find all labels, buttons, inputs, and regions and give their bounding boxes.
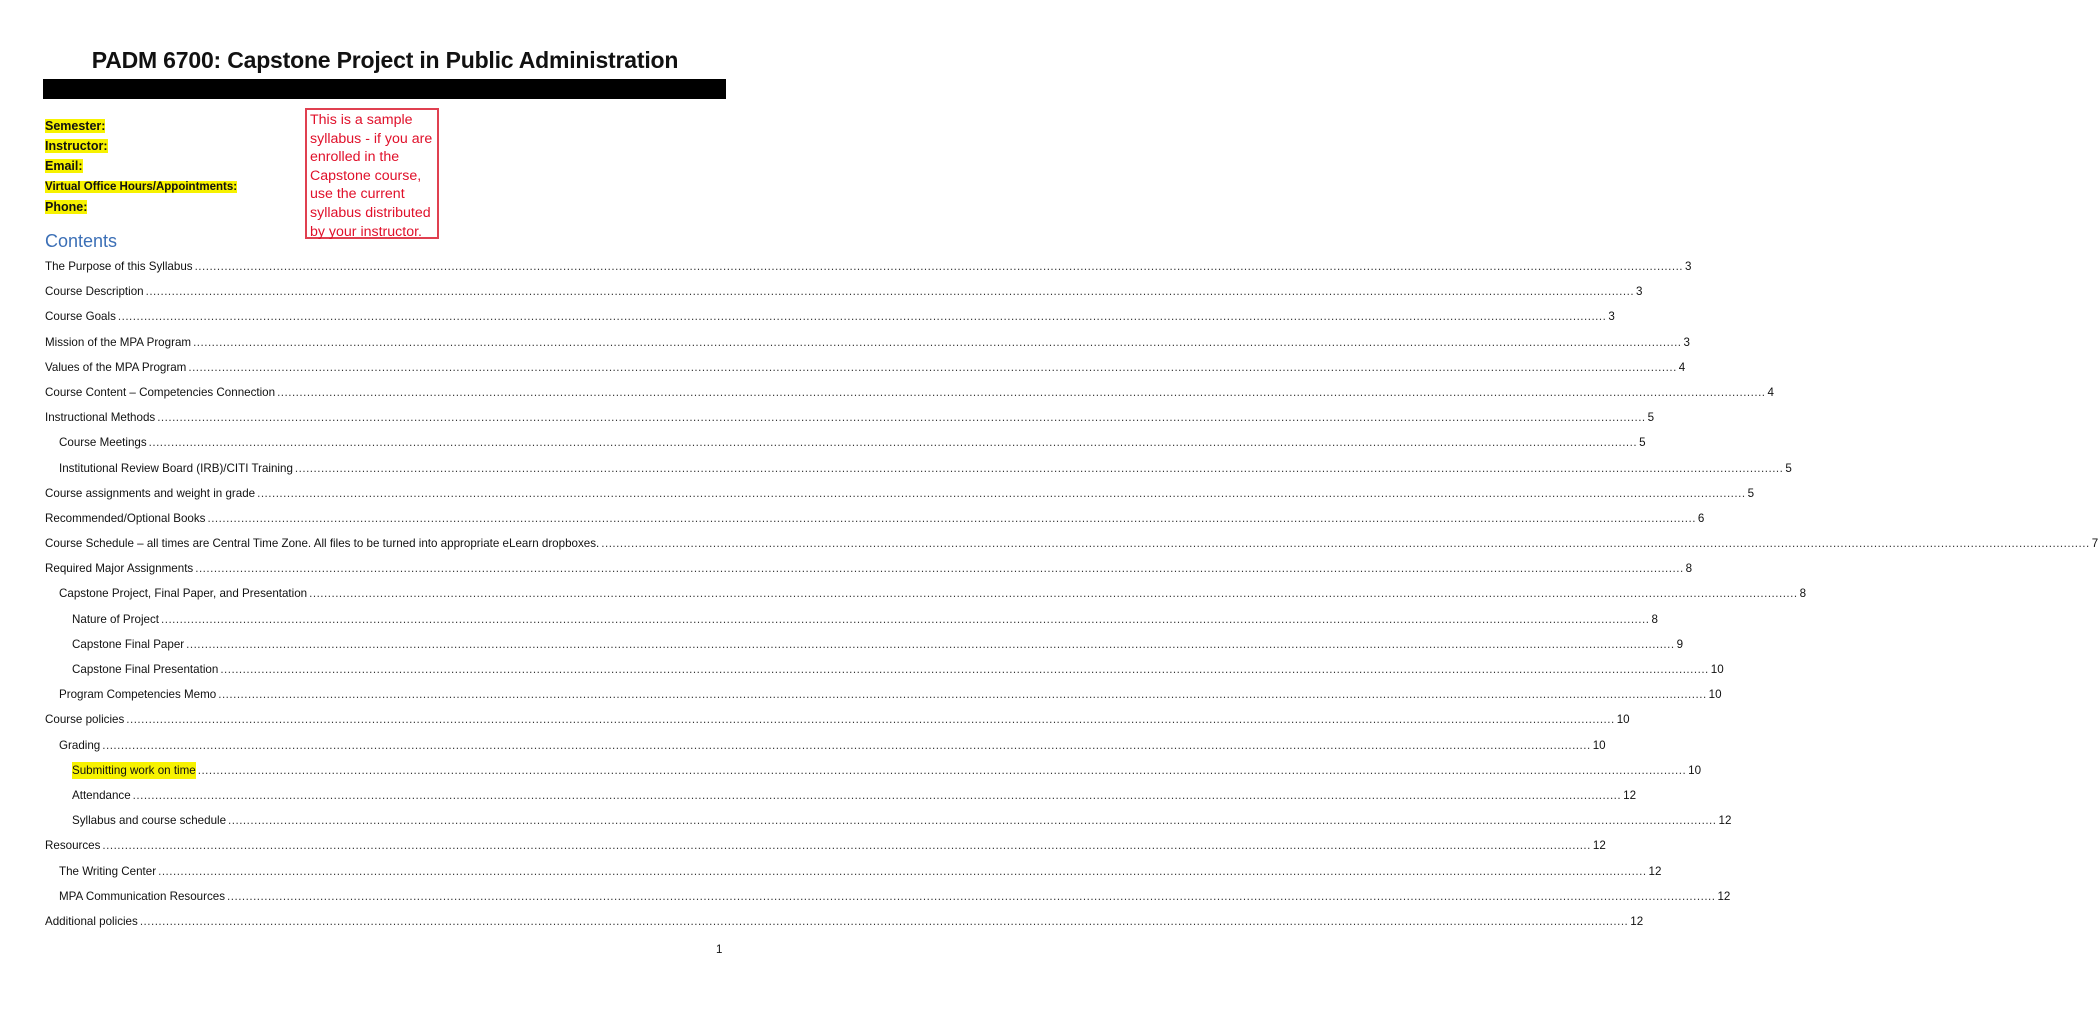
toc-entry-label: MPA Communication Resources <box>59 889 226 903</box>
toc-entry-label: Course Meetings <box>59 436 147 450</box>
toc-dot-leader: ................................................................................................................................................................................................................................................................................................................................................................................................................ <box>188 360 1677 374</box>
toc-entry-page: 6 <box>1697 511 1705 525</box>
toc-entry-label: Instructional Methods <box>45 411 156 425</box>
page-number: 1 <box>716 944 723 956</box>
toc-entry[interactable] <box>45 611 1658 636</box>
toc-entry-label: Course Goals <box>45 310 116 324</box>
table-of-contents <box>45 258 2098 938</box>
semester-label: Semester: <box>45 119 106 133</box>
toc-entry[interactable] <box>45 913 1644 938</box>
toc-entry-page: 12 <box>1717 889 1731 903</box>
toc-dot-leader: ................................................................................................................................................................................................................................................................................................................................................................................................................ <box>102 839 1591 853</box>
toc-entry-page: 3 <box>1636 285 1643 299</box>
toc-dot-leader: ................................................................................................................................................................................................................................................................................................................................................................................................................ <box>158 864 1647 878</box>
toc-dot-leader: ................................................................................................................................................................................................................................................................................................................................................................................................................ <box>195 562 1684 576</box>
contents-heading: Contents <box>45 231 118 251</box>
toc-entry[interactable] <box>45 661 1724 686</box>
toc-entry[interactable] <box>45 711 1630 736</box>
toc-dot-leader: ................................................................................................................................................................................................................................................................................................................................................................................................................ <box>117 310 1607 324</box>
toc-entry[interactable] <box>45 409 1655 434</box>
document-title: PADM 6700: Capstone Project in Public Administration <box>91 47 679 73</box>
toc-dot-leader: ................................................................................................................................................................................................................................................................................................................................................................................................................ <box>227 889 1716 903</box>
toc-entry-label: Capstone Project, Final Paper, and Presentation <box>59 587 308 601</box>
toc-entry-page: 3 <box>1683 335 1690 349</box>
toc-entry-label: Required Major Assignments <box>45 562 194 576</box>
toc-entry[interactable] <box>45 812 1732 837</box>
toc-dot-leader: ................................................................................................................................................................................................................................................................................................................................................................................................................ <box>294 461 1784 475</box>
toc-entry-page: 10 <box>1592 738 1606 752</box>
email-label: Email: <box>45 159 83 173</box>
toc-entry-label: Course Description <box>45 285 144 299</box>
toc-dot-leader: ................................................................................................................................................................................................................................................................................................................................................................................................................ <box>102 738 1591 752</box>
toc-dot-leader: ................................................................................................................................................................................................................................................................................................................................................................................................................ <box>148 436 1638 450</box>
toc-entry-page: 7 <box>2091 537 2098 551</box>
toc-entry-label: Course assignments and weight in grade <box>45 486 256 500</box>
toc-entry[interactable] <box>45 308 1615 333</box>
toc-entry-label: Attendance <box>72 788 131 802</box>
toc-entry-page: 3 <box>1685 260 1692 273</box>
toc-entry-page: 8 <box>1685 562 1693 576</box>
toc-entry-label: Syllabus and course schedule <box>72 814 227 828</box>
toc-dot-leader: ................................................................................................................................................................................................................................................................................................................................................................................................................ <box>218 688 1707 702</box>
toc-dot-leader: ................................................................................................................................................................................................................................................................................................................................................................................................................ <box>193 335 1682 349</box>
toc-entry-page: 4 <box>1678 360 1686 374</box>
toc-entry-label: Additional policies <box>45 914 138 928</box>
instructor-label: Instructor: <box>45 139 108 153</box>
toc-entry-label: Program Competencies Memo <box>59 688 217 702</box>
toc-entry-page: 5 <box>1785 461 1792 475</box>
toc-entry-page: 10 <box>1708 688 1722 702</box>
toc-entry[interactable] <box>45 434 1646 459</box>
toc-entry-page: 3 <box>1608 310 1615 324</box>
toc-entry[interactable] <box>45 560 1693 585</box>
toc-entry[interactable] <box>45 863 1662 888</box>
toc-entry-page: 5 <box>1647 411 1655 425</box>
toc-dot-leader: ................................................................................................................................................................................................................................................................................................................................................................................................................ <box>139 914 1629 928</box>
toc-entry[interactable] <box>45 737 1606 762</box>
toc-entry-label: Course Schedule – all times are Central Time Zone. All files to be turned into appropriate eLearn dropboxes. <box>45 537 600 551</box>
toc-entry-page: 5 <box>1747 486 1755 500</box>
toc-dot-leader: ................................................................................................................................................................................................................................................................................................................................................................................................................ <box>277 385 1766 399</box>
toc-entry[interactable] <box>45 888 1731 913</box>
toc-entry-page: 12 <box>1630 914 1644 928</box>
toc-dot-leader: ................................................................................................................................................................................................................................................................................................................................................................................................................ <box>145 285 1635 299</box>
toc-dot-leader: ................................................................................................................................................................................................................................................................................................................................................................................................................ <box>157 411 1646 425</box>
toc-entry[interactable] <box>45 686 1722 711</box>
toc-entry[interactable] <box>45 762 1702 787</box>
toc-entry[interactable] <box>45 460 1792 485</box>
toc-entry-label: Course Content – Competencies Connection <box>45 385 276 399</box>
toc-entry[interactable] <box>45 283 1643 308</box>
phone-label: Phone: <box>45 200 88 214</box>
toc-entry-label: Mission of the MPA Program <box>45 335 192 349</box>
toc-entry-page: 9 <box>1676 637 1684 651</box>
toc-dot-leader: ................................................................................................................................................................................................................................................................................................................................................................................................................ <box>194 260 1684 273</box>
toc-entry[interactable] <box>45 485 1755 510</box>
toc-dot-leader: ................................................................................................................................................................................................................................................................................................................................................................................................................ <box>126 713 1615 727</box>
toc-entry-page: 12 <box>1623 788 1637 802</box>
toc-entry-label: The Purpose of this Syllabus <box>45 260 193 273</box>
toc-dot-leader: ................................................................................................................................................................................................................................................................................................................................................................................................................ <box>309 587 1798 601</box>
toc-dot-leader: ................................................................................................................................................................................................................................................................................................................................................................................................................ <box>197 763 1687 777</box>
course-info-block <box>45 116 237 217</box>
toc-dot-leader: ................................................................................................................................................................................................................................................................................................................................................................................................................ <box>601 537 2090 551</box>
toc-entry-label: Nature of Project <box>72 612 159 626</box>
toc-dot-leader: ................................................................................................................................................................................................................................................................................................................................................................................................................ <box>220 663 1709 676</box>
sample-syllabus-notice: This is a sample syllabus - if you are enrolled in the Capstone course, use the current syllabus distributed by your instructor. <box>305 108 439 239</box>
toc-entry-page: 10 <box>1688 763 1702 777</box>
toc-entry[interactable] <box>45 636 1684 661</box>
toc-entry[interactable] <box>45 535 2098 560</box>
toc-entry-page: 12 <box>1648 864 1662 878</box>
toc-entry[interactable] <box>45 359 1686 384</box>
toc-entry-label: Values of the MPA Program <box>45 360 187 374</box>
office-hours-label: Virtual Office Hours/Appointments: <box>45 181 238 193</box>
toc-entry-label: Resources <box>45 839 101 853</box>
toc-entry-page: 8 <box>1651 612 1658 626</box>
toc-dot-leader: ................................................................................................................................................................................................................................................................................................................................................................................................................ <box>132 788 1622 802</box>
toc-entry-label: Institutional Review Board (IRB)/CITI Training <box>59 461 293 475</box>
toc-entry[interactable] <box>45 334 1690 359</box>
toc-entry-page: 5 <box>1639 436 1646 450</box>
toc-dot-leader: ................................................................................................................................................................................................................................................................................................................................................................................................................ <box>228 814 1717 828</box>
toc-dot-leader: ................................................................................................................................................................................................................................................................................................................................................................................................................ <box>257 486 1746 500</box>
toc-dot-leader: ................................................................................................................................................................................................................................................................................................................................................................................................................ <box>207 511 1696 525</box>
toc-entry-label: The Writing Center <box>59 864 157 878</box>
toc-entry-label: Grading <box>59 738 101 752</box>
toc-entry-page: 12 <box>1718 814 1732 828</box>
toc-entry[interactable] <box>45 837 1606 862</box>
toc-dot-leader: ................................................................................................................................................................................................................................................................................................................................................................................................................ <box>161 612 1650 626</box>
title-redaction-bar <box>43 79 726 99</box>
toc-entry[interactable] <box>45 384 1774 409</box>
toc-entry-label: Recommended/Optional Books <box>45 511 206 525</box>
toc-entry-page: 12 <box>1592 839 1606 853</box>
toc-entry-page: 8 <box>1799 587 1807 601</box>
toc-entry-label: Capstone Final Presentation <box>72 663 219 676</box>
toc-entry[interactable] <box>45 585 1807 610</box>
toc-entry-label: Submitting work on time <box>72 763 196 777</box>
toc-entry-page: 10 <box>1710 663 1724 676</box>
toc-entry[interactable] <box>45 787 1637 812</box>
toc-entry[interactable] <box>45 258 1692 283</box>
toc-entry-page: 4 <box>1767 385 1774 399</box>
toc-entry-page: 10 <box>1616 713 1630 727</box>
toc-entry-label: Course policies <box>45 713 125 727</box>
toc-dot-leader: ................................................................................................................................................................................................................................................................................................................................................................................................................ <box>186 637 1675 651</box>
toc-entry-label: Capstone Final Paper <box>72 637 185 651</box>
toc-entry[interactable] <box>45 510 1705 535</box>
